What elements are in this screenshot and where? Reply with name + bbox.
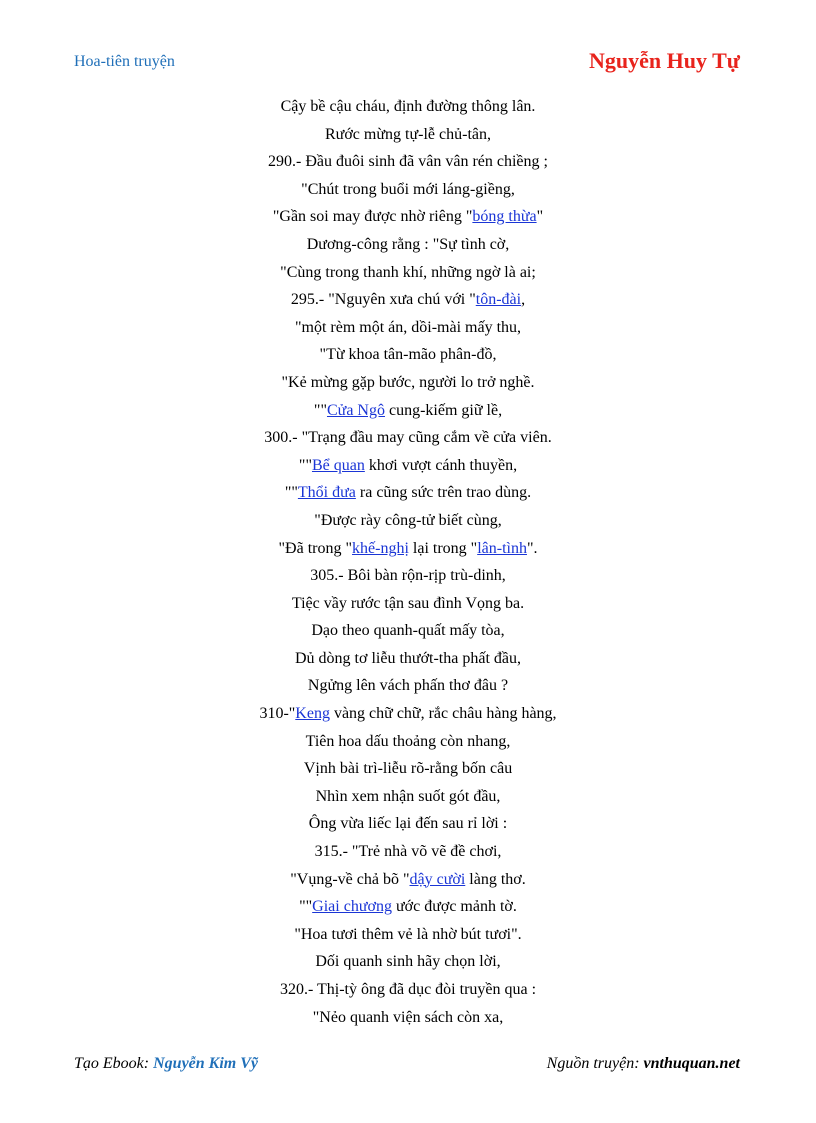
verse-text: "Gần soi may được nhờ riêng "	[272, 208, 473, 226]
verse-line: Dủ dòng tơ liễu thướt-tha phất đầu,	[295, 649, 521, 667]
verse-line: "một rèm một án, dồi-mài mấy thu,	[294, 318, 522, 336]
verse-text: ""	[313, 401, 327, 419]
verse-line: Ngửng lên vách phấn thơ đâu ?	[307, 677, 509, 695]
verse-text: ""	[298, 456, 312, 474]
annotation-link[interactable]: tôn-đài	[475, 291, 522, 309]
verse-text: vàng chữ chữ, rắc châu hàng hàng,	[329, 705, 557, 723]
verse-line	[0, 893, 816, 921]
verse-line: Cậy bề cậu cháu, định đường thông lân.	[280, 98, 536, 115]
verse-line: Ông vừa liếc lại đến sau rỉ lời :	[308, 815, 508, 833]
verse-text: "Vụng-về chả bõ "	[290, 870, 410, 888]
verse-line	[0, 397, 816, 425]
footer-ebook-label: Tạo Ebook	[74, 1055, 144, 1072]
verse-line: Nhìn xem nhận suốt gót đầu,	[315, 787, 501, 805]
verse-line: 315.- "Trẻ nhà võ vẽ đề chơi,	[314, 843, 502, 861]
verse-text: khơi vượt cánh thuyền,	[364, 456, 518, 474]
footer-ebook-creator: Nguyễn Kim Vỹ	[153, 1055, 258, 1072]
verse-line	[0, 535, 816, 563]
footer-ebook-separator: :	[143, 1055, 154, 1072]
annotation-link[interactable]: Cửa Ngô	[326, 401, 385, 419]
verse-text: ước được mảnh tờ.	[391, 898, 517, 916]
verse-line: "Từ khoa tân-mão phân-đồ,	[319, 346, 497, 364]
footer-source-credit	[547, 1055, 740, 1073]
verse-line: Dương-công rằng : "Sự tình cờ,	[306, 235, 510, 253]
verse-line: Dạo theo quanh-quất mấy tòa,	[311, 622, 505, 640]
verse-line	[0, 479, 816, 507]
verse-line: 320.- Thị-tỳ ông đã dục đòi truyền qua :	[279, 981, 537, 998]
footer-ebook-credit	[74, 1055, 258, 1073]
verse-line: Tiệc vầy rước tận sau đình Vọng ba.	[291, 594, 525, 612]
verse-line	[0, 203, 816, 231]
verse-line: "Kẻ mừng gặp bước, người lo trở nghề.	[281, 373, 535, 391]
annotation-link[interactable]: lân-tình	[477, 539, 527, 557]
verse-line: "Được rày công-tử biết cùng,	[314, 511, 502, 529]
verse-line: 305.- Bôi bàn rộn-rịp trù-dinh,	[310, 567, 506, 585]
verse-text: lại trong "	[408, 539, 478, 557]
verse-text: cung-kiếm giữ lề,	[384, 401, 503, 419]
verse-line: 300.- "Trạng đầu may cũng cắm về cửa viên.	[264, 429, 552, 447]
verse-line	[0, 452, 816, 480]
verse-line: "Nẻo quanh viện sách còn xa,	[312, 1008, 504, 1026]
verse-text: "	[536, 208, 544, 226]
annotation-link[interactable]: dậy cười	[409, 870, 466, 888]
annotation-link[interactable]: Keng	[295, 705, 330, 723]
author-name: Nguyễn Huy Tự	[589, 48, 740, 73]
verse-text: 295.- "Nguyên xưa chú với "	[290, 291, 476, 309]
verse-text: 310-"	[259, 705, 296, 723]
verse-text: ra cũng sức trên trao dùng.	[355, 484, 532, 502]
verse-line	[0, 700, 816, 728]
footer-source-site: vnthuquan.net	[643, 1055, 740, 1072]
verse-line: Tiên hoa dấu thoảng còn nhang,	[305, 732, 511, 750]
verse-text: ".	[526, 539, 538, 557]
annotation-link[interactable]: bóng thừa	[472, 208, 537, 226]
verse-line: Rước mừng tự-lễ chủ-tân,	[325, 125, 491, 143]
annotation-link[interactable]: Thổi đưa	[297, 484, 356, 502]
verse-text: "Đã trong "	[278, 539, 353, 557]
verse-text: ,	[521, 291, 526, 309]
annotation-link[interactable]: Bể quan	[311, 456, 365, 474]
verse-line: 290.- Đầu đuôi sinh đã vân vân rén chiềng ;	[268, 153, 548, 171]
verse-line	[0, 866, 816, 894]
book-title: Hoa-tiên truyện	[74, 53, 175, 70]
annotation-link[interactable]: Giai chương	[312, 898, 392, 916]
verse-text: làng thơ.	[465, 870, 526, 888]
poem-body	[0, 93, 816, 1031]
verse-text: ""	[284, 484, 298, 502]
verse-line: Dối quanh sinh hãy chọn lời,	[315, 953, 501, 971]
verse-line: "Chút trong buổi mới láng-giềng,	[301, 180, 515, 198]
footer-source-separator: :	[634, 1055, 644, 1072]
verse-line: Vịnh bài trì-liễu rõ-rằng bốn câu	[303, 760, 513, 778]
annotation-link[interactable]: khế-nghị	[352, 539, 409, 557]
verse-line	[0, 286, 816, 314]
footer-source-label: Nguồn truyện	[546, 1055, 635, 1072]
verse-line: "Cùng trong thanh khí, những ngờ là ai;	[280, 263, 536, 281]
verse-line: "Hoa tươi thêm vẻ là nhờ bút tươi".	[294, 925, 522, 943]
verse-text: ""	[299, 898, 313, 916]
